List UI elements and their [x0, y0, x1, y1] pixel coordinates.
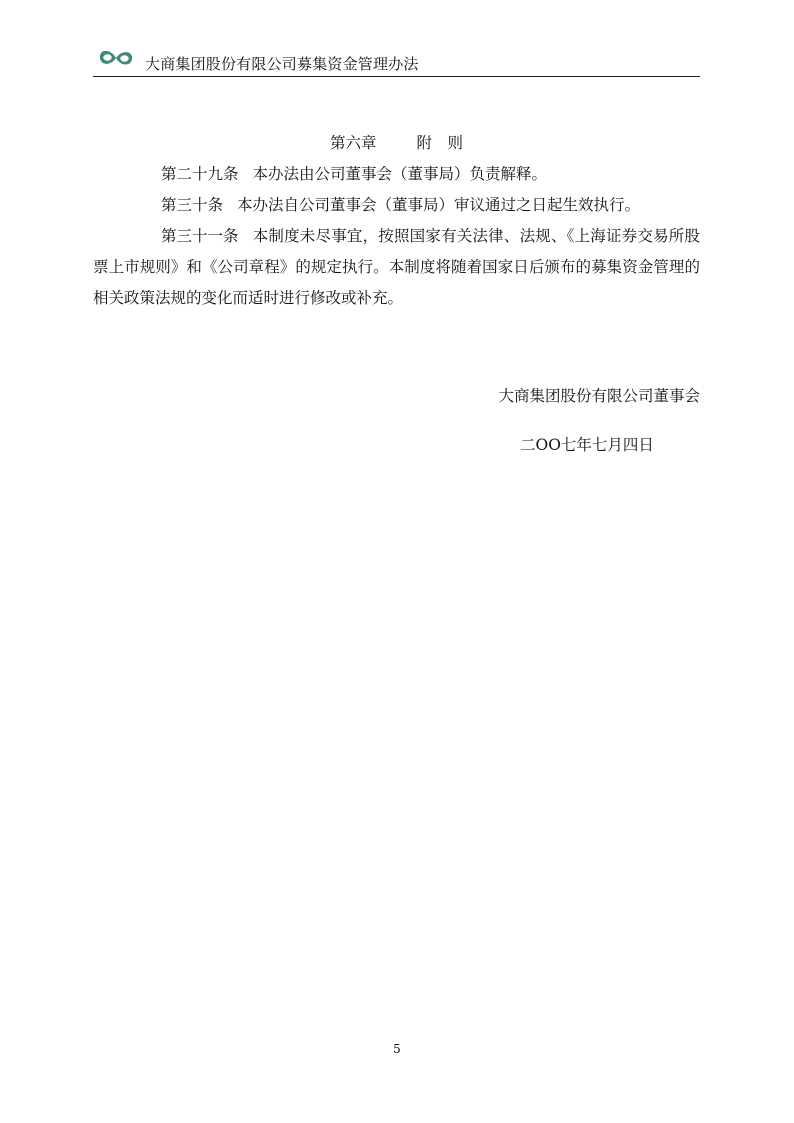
article-text: 本办法由公司董事会（董事局）负责解释。: [252, 165, 548, 183]
article-31: [93, 221, 700, 314]
article-number: 第三十一条: [161, 227, 239, 245]
signature: 大商集团股份有限公司董事会: [498, 387, 700, 405]
document-date: 二OO七年七月四日: [520, 436, 654, 454]
article-number: 第三十条: [161, 196, 224, 214]
document-body: [93, 128, 700, 314]
page-header: [93, 42, 700, 77]
chapter-title: 附 则: [416, 134, 464, 152]
article-number: 第二十九条: [161, 165, 239, 183]
chapter-heading: [93, 128, 700, 159]
article-text: 本办法自公司董事会（董事局）审议通过之日起生效执行。: [237, 196, 641, 214]
header-title: 大商集团股份有限公司募集资金管理办法: [145, 55, 419, 73]
article-text: 本制度未尽事宜，按照国家有关法律、法规、《上海证券交易所股票上市规则》和《公司章程》的规定执行。本制度将随着国家日后颁布的募集资金管理的相关政策法规的变化而适时进行修改或补充。: [93, 227, 700, 307]
company-logo-icon: [97, 46, 135, 70]
article-30: [93, 190, 700, 221]
article-29: [93, 159, 700, 190]
chapter-number: 第六章: [329, 134, 377, 152]
page-number: 5: [393, 1042, 401, 1056]
